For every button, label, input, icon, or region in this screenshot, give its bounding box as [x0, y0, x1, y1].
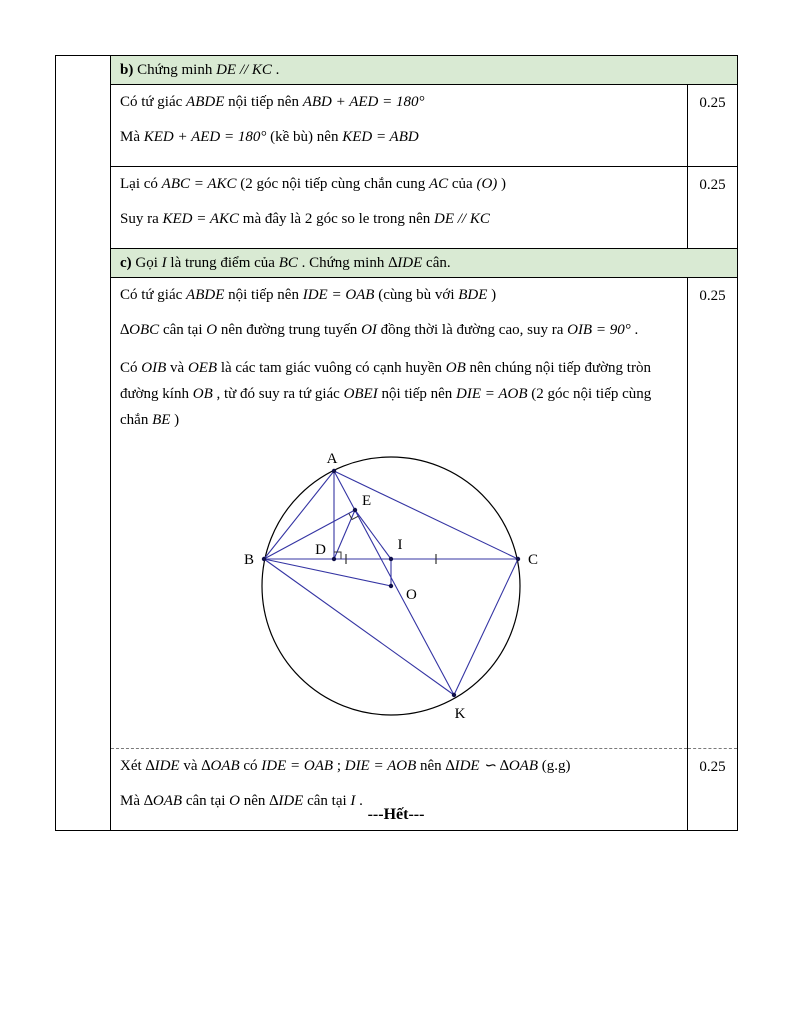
point-label-o: O	[406, 587, 417, 603]
proof-row-b1	[56, 85, 738, 167]
proof-paragraph: Có OIB và OEB là các tam giác vuông có cạnh huyền OB nên chúng nội tiếp đường tròn đường kính OB , từ đó suy ra tứ giác OBEI nội tiếp nên DIE = AOB (2 góc nội tiếp cùng chắn BE )	[120, 360, 652, 428]
point-A	[332, 469, 336, 473]
point-label-d: D	[315, 542, 326, 558]
band-b-cell	[111, 56, 738, 85]
band-c-text: Gọi I là trung điểm của BC . Chứng minh ∆IDE cân.	[131, 255, 451, 271]
proof-row-c1	[56, 278, 738, 749]
score-value: 0.25	[699, 177, 726, 193]
segment-AK	[334, 471, 454, 695]
geometry-figure	[166, 441, 586, 737]
point-label-b: B	[243, 552, 254, 568]
score-value: 0.25	[699, 95, 726, 111]
band-row-b	[56, 56, 738, 85]
point-label-k: K	[454, 706, 466, 722]
score-cell-b2	[688, 167, 738, 249]
proof-line: Suy ra KED = AKC mà đây là 2 góc so le trong nên DE // KC	[120, 211, 490, 227]
proof-cell-c1	[111, 278, 688, 749]
proof-line: Có tứ giác ABDE nội tiếp nên IDE = OAB (cùng bù với BDE )	[120, 287, 497, 303]
proof-line: Mà ∆OAB cân tại O nên ∆IDE cân tại I .	[120, 793, 363, 809]
point-label-c: C	[528, 552, 539, 568]
point-label-a: A	[326, 451, 338, 467]
solution-grading-table	[55, 55, 738, 831]
proof-row-b2	[56, 167, 738, 249]
band-c-cell	[111, 249, 738, 278]
end-marker: ---Hết---	[367, 806, 425, 823]
point-B	[262, 557, 266, 561]
proof-line: ∆OBC cân tại O nên đường trung tuyến OI đồng thời là đường cao, suy ra OIB = 90° .	[120, 322, 639, 338]
proof-cell-b2	[111, 167, 688, 249]
angle-and-tick-marks	[334, 513, 436, 564]
point-E	[353, 508, 357, 512]
score-cell-b1	[688, 85, 738, 167]
score-cell-c1	[688, 278, 738, 749]
point-I	[389, 557, 393, 561]
band-b-text: Chứng minh DE // KC .	[133, 62, 280, 78]
proof-cell-b1	[111, 85, 688, 167]
proof-line: Xét ∆IDE và ∆OAB có IDE = OAB ; DIE = AOB nên ∆IDE ∽ ∆OAB (g.g)	[120, 758, 571, 774]
segment-CK	[454, 559, 518, 695]
point-label-e: E	[362, 493, 372, 509]
band-row-c	[56, 249, 738, 278]
point-D	[332, 557, 336, 561]
segment-AC	[334, 471, 518, 559]
figure-lines	[264, 471, 518, 695]
score-value: 0.25	[699, 759, 726, 775]
point-O	[389, 584, 393, 588]
proof-line: Có tứ giác ABDE nội tiếp nên ABD + AED = 180°	[120, 94, 425, 110]
proof-line: Lại có ABC = AKC (2 góc nội tiếp cùng chắn cung AC của (O) )	[120, 176, 507, 192]
point-K	[452, 693, 456, 697]
side-column-cell	[56, 56, 111, 831]
point-C	[516, 557, 520, 561]
segment-EI	[355, 510, 391, 559]
point-label-i: I	[397, 537, 403, 553]
proof-line: Mà KED + AED = 180° (kề bù) nên KED = ABD	[120, 129, 419, 145]
part-b-label: b)	[120, 62, 134, 78]
score-value: 0.25	[699, 288, 726, 304]
part-c-label: c)	[120, 255, 132, 271]
